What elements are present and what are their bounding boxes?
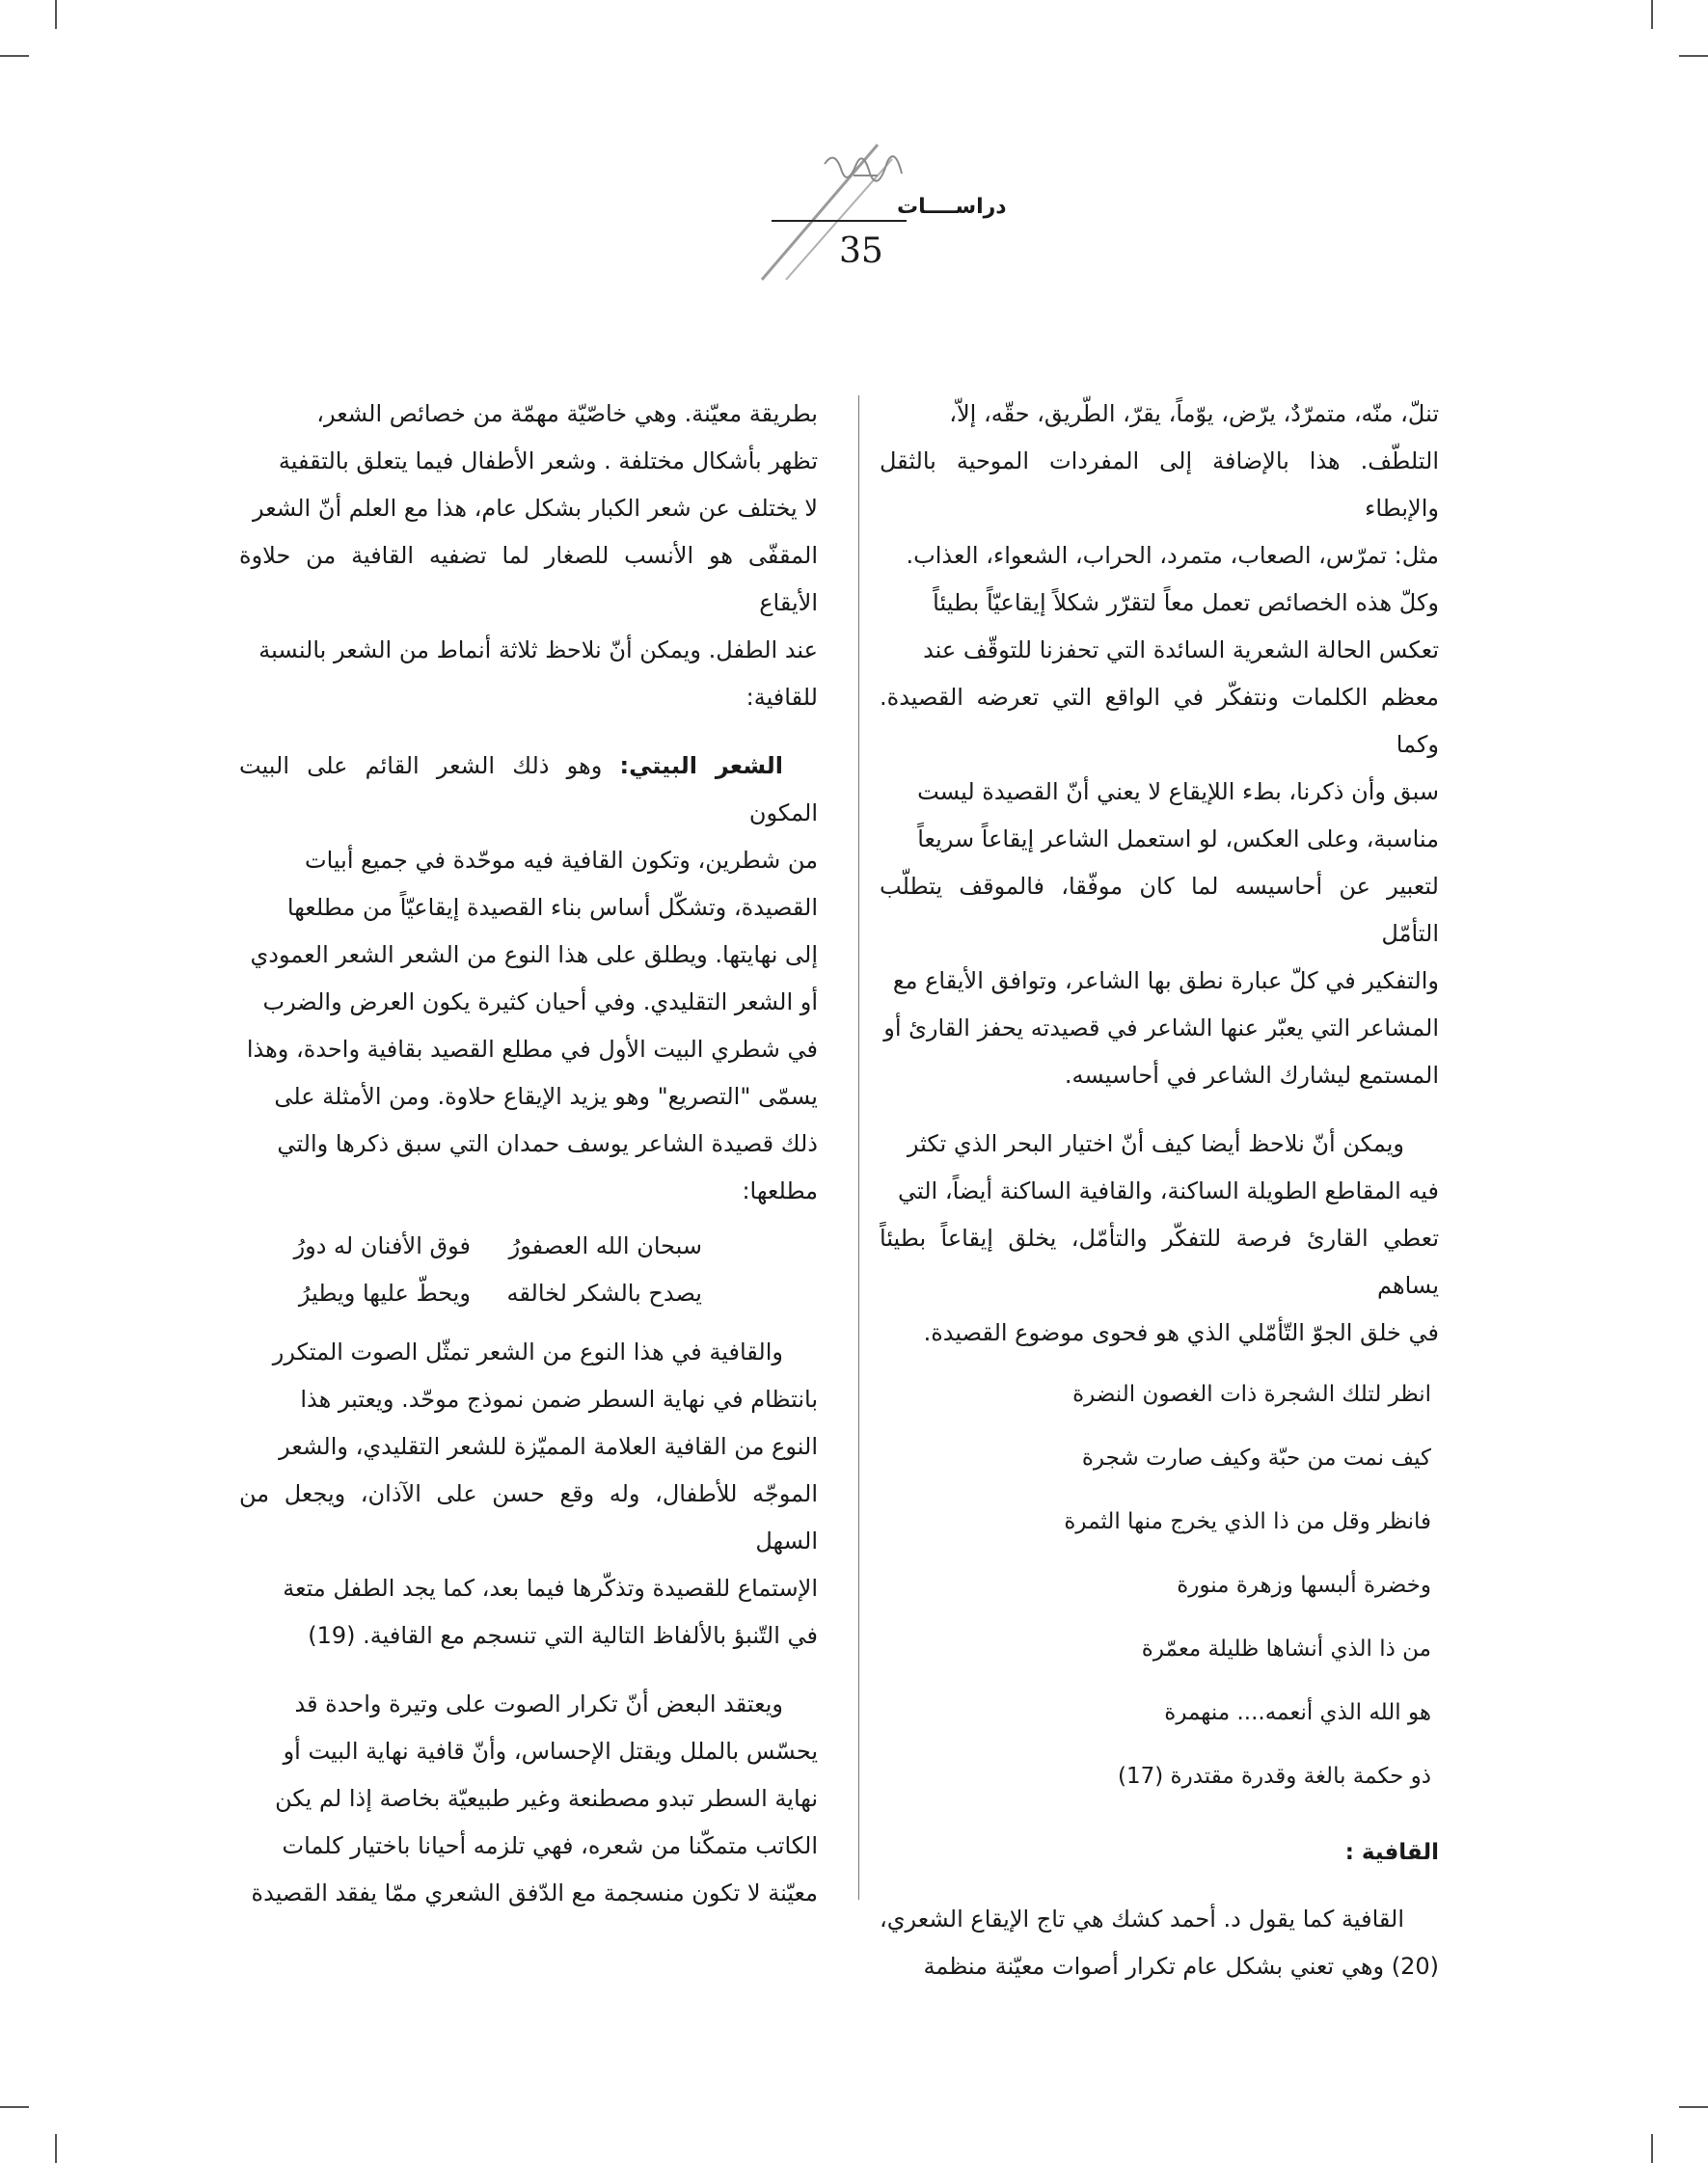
text-line: ويعتقد البعض أنّ تكرار الصوت على وتيرة واحدة قد: [294, 1690, 783, 1717]
poem-excerpt: [239, 1223, 818, 1317]
text-line: والقافية في هذا النوع من الشعر تمثّل الصوت المتكرر: [272, 1338, 783, 1365]
text-line: معظم الكلمات ونتفكّر في الواقع التي تعرضه القصيدة. وكما: [880, 684, 1439, 758]
text-line: بطريقة معيّنة. وهي خاصّيّة مهمّة من خصائص الشعر،: [316, 400, 818, 427]
text-line: الموجّه للأطفال، وله وقع حسن على الآذان، ويجعل من السهل: [239, 1480, 818, 1555]
text-line: يسمّى "التصريع" وهو يزيد الإيقاع حلاوة. ومن الأمثلة على: [274, 1083, 818, 1110]
section-rule: [772, 220, 907, 222]
intro-paragraph: [880, 391, 1439, 1099]
text-line: القافية كما يقول د. أحمد كشك هي تاج الإيقاع الشعري،: [880, 1906, 1404, 1933]
text-line: [239, 743, 818, 837]
final-paragraph: [239, 1681, 818, 1917]
text-line: من شطرين، وتكون القافية فيه موحّدة في جميع أبيات: [305, 847, 818, 874]
section-label: دراســــات: [897, 195, 1007, 219]
section-heading: القافية :: [1344, 1840, 1439, 1865]
text-line: تعكس الحالة الشعرية السائدة التي تحفزنا للتوقّف عند: [923, 636, 1439, 663]
verse-line: انظر لتلك الشجرة ذات الغصون النضرة: [1072, 1382, 1431, 1407]
hemistich: فوق الأفنان له دورُ: [293, 1232, 471, 1259]
text-line: الكاتب متمكّنا من شعره، فهي تلزمه أحيانا باختيار كلمات: [282, 1832, 818, 1859]
verse-line: كيف نمت من حبّة وكيف صارت شجرة: [1081, 1446, 1431, 1471]
left-column: [239, 391, 818, 1917]
crop-mark-bottom-right-v: [1651, 2134, 1653, 2163]
text-line: معيّنة لا تكون منسجمة مع الدّفق الشعري ممّا يفقد القصيدة: [251, 1879, 818, 1906]
text-line: سبق وأن ذكرنا، بطء اللإيقاع لا يعني أنّ القصيدة ليست: [917, 778, 1439, 805]
page-number: 35: [839, 231, 883, 271]
column-divider: [858, 395, 859, 1900]
text-line: (20) وهي تعني بشكل عام تكرار أصوات معيّنة منظمة: [923, 1953, 1439, 1980]
text-line: للقافية:: [746, 684, 818, 711]
verse-line: هو الله الذي أنعمه.... منهمرة: [1164, 1700, 1431, 1725]
crop-mark-bottom-left-h: [0, 2106, 29, 2108]
verse-line: فانظر وقل من ذا الذي يخرج منها الثمرة: [1064, 1509, 1431, 1534]
poem-verses: [880, 1363, 1439, 1808]
text-line: ذلك قصيدة الشاعر يوسف حمدان التي سبق ذكرها والتي: [277, 1130, 818, 1157]
verse-line: وخضرة ألبسها وزهرة منورة: [1177, 1573, 1431, 1598]
text-line: المقفّى هو الأنسب للصغار لما تضفيه القافية من حلاوة الأيقاع: [239, 542, 818, 616]
verse-line: ذو حكمة بالغة وقدرة مقتدرة (17): [1118, 1764, 1431, 1789]
crop-mark-top-right-h: [1679, 55, 1708, 57]
text-line: تنلّ، منّه، متمرّدٌ، يرّض، يوّماً، يقرّ، الطّريق، حقّه، إلاّ،: [949, 400, 1439, 427]
second-paragraph: [880, 1121, 1439, 1357]
hemistich: يصدح بالشكر لخالقه: [506, 1280, 702, 1307]
hemistich: سبحان الله العصفورُ: [508, 1232, 702, 1259]
text-line: في شطري البيت الأول في مطلع القصيد بقافية واحدة، وهذا: [246, 1036, 818, 1063]
closing-paragraph: [880, 1896, 1439, 1990]
text-line: وكلّ هذه الخصائص تعمل معاً لتقرّر شكلاً إيقاعيّاً بطيئاً: [933, 589, 1439, 616]
crop-mark-top-left-v: [55, 0, 57, 29]
text-line: المستمع ليشارك الشاعر في أحاسيسه.: [1064, 1062, 1439, 1089]
crop-mark-top-left-h: [0, 55, 29, 57]
text-line: النوع من القافية العلامة المميّزة للشعر التقليدي، والشعر: [279, 1433, 818, 1460]
text-line: مثل: تمرّس، الصعاب، متمرد، الحراب، الشعواء، العذاب.: [906, 542, 1439, 569]
crop-mark-bottom-right-h: [1679, 2106, 1708, 2108]
term-bayti: الشعر البيتي:: [619, 752, 784, 779]
text-line: ويمكن أنّ نلاحظ أيضا كيف أنّ اختيار البحر الذي تكثر: [907, 1130, 1404, 1157]
text-line: إلى نهايتها. ويطلق على هذا النوع من الشعر الشعر العمودي: [250, 941, 818, 968]
term-definition: وهو ذلك الشعر القائم على البيت المكون: [239, 752, 818, 826]
text-line: القصيدة، وتشكّل أساس بناء القصيدة إيقاعيّاً من مطلعها: [286, 894, 818, 921]
crop-mark-bottom-left-v: [55, 2134, 57, 2163]
text-line: تعطي القارئ فرصة للتفكّر والتأمّل، يخلق إيقاعاً بطيئاً يساهم: [880, 1225, 1439, 1299]
intro-paragraph: [239, 391, 818, 721]
text-line: فيه المقاطع الطويلة الساكنة، والقافية الساكنة أيضاً، التي: [898, 1177, 1439, 1204]
text-line: لا يختلف عن شعر الكبار بشكل عام، هذا مع العلم أنّ الشعر: [253, 495, 818, 522]
text-line: والتفكير في كلّ عبارة نطق بها الشاعر، وتوافق الأيقاع مع: [892, 967, 1439, 994]
text-line: مناسبة، وعلى العكس، لو استعمل الشاعر إيقاعاً سريعاً: [917, 825, 1439, 852]
text-line: لتعبير عن أحاسيسه لما كان موفّقا، فالموقف يتطلّب التأمّل: [880, 873, 1439, 947]
poem-line: [239, 1223, 818, 1270]
text-line: نهاية السطر تبدو مصطنعة وغير طبيعيّة بخاصة إذا لم يكن: [275, 1785, 818, 1812]
text-line: مطلعها:: [742, 1177, 818, 1204]
rhyme-paragraph: [239, 1329, 818, 1660]
verse-line: من ذا الذي أنشاها ظليلة معمّرة: [1141, 1636, 1431, 1662]
text-line: في التّنبؤ بالألفاظ التالية التي تنسجم مع القافية. (19): [308, 1622, 818, 1649]
hemistich: ويحطّ عليها ويطيرُ: [298, 1280, 471, 1307]
text-line: يحسّس بالملل ويقتل الإحساس، وأنّ قافية نهاية البيت أو: [283, 1738, 818, 1765]
text-line: تظهر بأشكال مختلفة . وشعر الأطفال فيما يتعلق بالتقفية: [278, 447, 818, 474]
text-line: المشاعر التي يعبّر عنها الشاعر في قصيدته يحفز القارئ أو: [883, 1014, 1439, 1041]
text-line: الإستماع للقصيدة وتذكّرها فيما بعد، كما يجد الطفل متعة: [283, 1575, 818, 1602]
page-header: [675, 135, 1061, 289]
text-line: التلطّف. هذا بالإضافة إلى المفردات الموحية بالثقل والإبطاء: [880, 447, 1439, 522]
poem-line: [239, 1270, 818, 1317]
crop-mark-top-right-v: [1651, 0, 1653, 29]
text-line: في خلق الجوّ التّأمّلي الذي هو فحوى موضوع القصيدة.: [923, 1319, 1439, 1346]
text-line: أو الشعر التقليدي. وفي أحيان كثيرة يكون العرض والضرب: [262, 988, 818, 1015]
text-line: بانتظام في نهاية السطر ضمن نموذج موحّد. ويعتبر هذا: [300, 1386, 818, 1413]
right-column: [880, 391, 1439, 1990]
bayti-paragraph: [239, 743, 818, 1215]
text-line: عند الطفل. ويمكن أنّ نلاحظ ثلاثة أنماط من الشعر بالنسبة: [258, 636, 818, 663]
